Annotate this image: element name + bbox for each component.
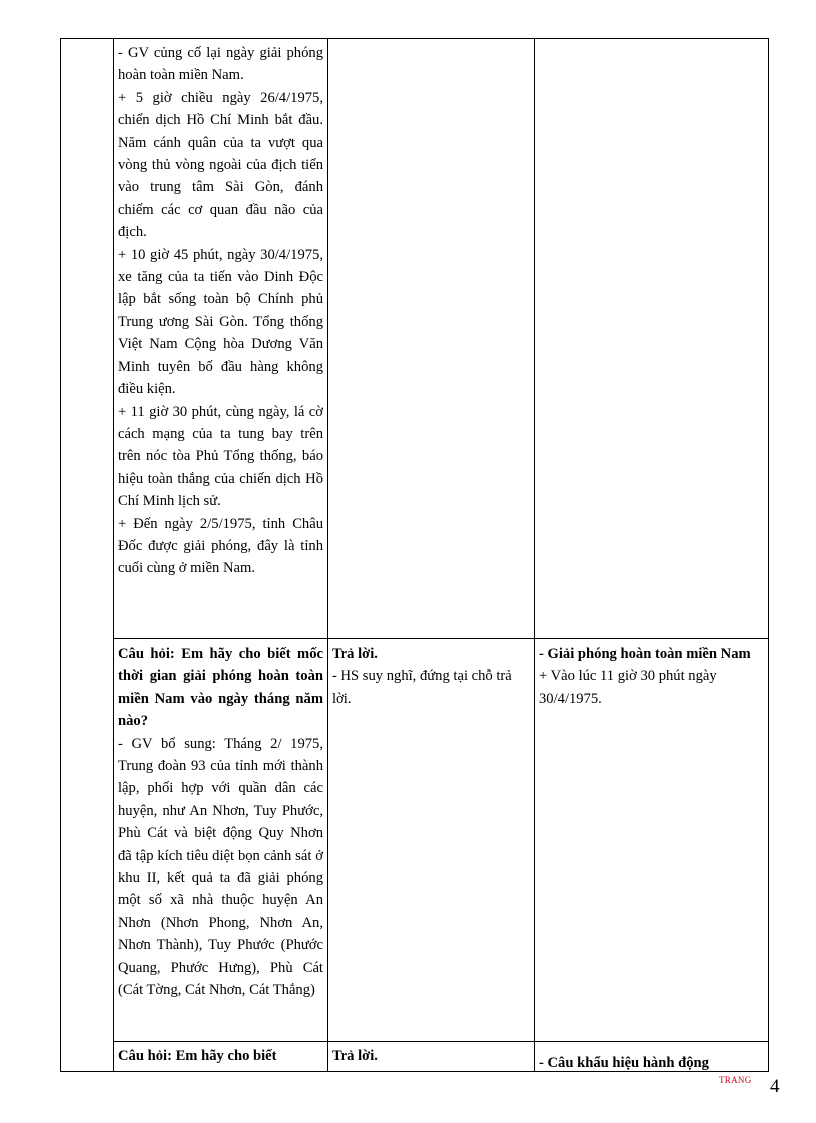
paragraph: + 10 giờ 45 phút, ngày 30/4/1975, xe tăng của ta tiến vào Dinh Độc lập bắt sống toàn bộ Chính phủ Trung ương Sài Gòn. Tổng thống Việt Nam Cộng hòa Dương Văn Minh tuyên bố đầu hàng không điều kiện. [118, 246, 323, 398]
teacher-activity-text [118, 42, 323, 580]
paragraph: - GV củng cố lại ngày giải phóng hoàn toàn miền Nam. [118, 45, 323, 84]
student-answer [332, 643, 529, 710]
conclusion-block [539, 1052, 764, 1074]
answer-title: Trả lời. [332, 1048, 378, 1064]
column-divider [113, 39, 114, 1071]
answer-title: Trả lời. [332, 646, 378, 662]
question-block [118, 643, 323, 1002]
page-number: 4 [770, 1076, 780, 1097]
footer-label: TRANG [719, 1075, 752, 1085]
row-divider [113, 638, 768, 639]
row-divider [113, 1041, 768, 1042]
question-text: Câu hỏi: Em hãy cho biết [118, 1048, 277, 1064]
column-divider [534, 39, 535, 1071]
answer-body: - HS suy nghĩ, đứng tại chỗ trả lời. [332, 668, 512, 707]
student-answer [332, 1045, 529, 1067]
supplement-text: - GV bổ sung: Tháng 2/ 1975, Trung đoàn 93 của tỉnh mới thành lập, phối hợp với quần dân các huyện, như An Nhơn, Tuy Phước, Phù Cát và biệt động Quy Nhơn đã tập kích tiêu diệt bọn cảnh sát ở khu II, kết quả ta đã giải phóng một số xã nhà thuộc huyện An Nhơn (Nhơn Phong, Nhơn An, Nhơn Thành), Tuy Phước (Phước Quang, Phước Hưng), Phù Cát (Cát Tờng, Cát Nhơn, Cát Thắng) [118, 735, 323, 999]
lesson-table [60, 38, 769, 1072]
paragraph: + Đến ngày 2/5/1975, tỉnh Châu Đốc được giải phóng, đây là tỉnh cuối cùng ở miền Nam. [118, 515, 323, 577]
column-divider [327, 39, 328, 1071]
conclusion-block [539, 643, 764, 710]
question-block [118, 1045, 323, 1069]
conclusion-body: + Vào lúc 11 giờ 30 phút ngày 30/4/1975. [539, 668, 717, 707]
question-text: Câu hỏi: Em hãy cho biết mốc thời gian giải phóng hoàn toàn miền Nam vào ngày tháng năm nào? [118, 646, 323, 730]
conclusion-title: - Giải phóng hoàn toàn miền Nam [539, 646, 751, 662]
paragraph: + 11 giờ 30 phút, cùng ngày, lá cờ cách mạng của ta tung bay trên trên nóc tòa Phủ Tổng thống, báo hiệu toàn thắng của chiến dịch Hồ Chí Minh lịch sử. [118, 403, 323, 510]
conclusion-title: - Câu khẩu hiệu hành động [539, 1055, 709, 1071]
paragraph: + 5 giờ chiều ngày 26/4/1975, chiến dịch Hồ Chí Minh bắt đầu. Năm cánh quân của ta vượt qua vòng thủ vòng ngoài của địch tiến vào trung tâm Sài Gòn, đánh chiếm các cơ quan đầu não của địch. [118, 89, 323, 241]
